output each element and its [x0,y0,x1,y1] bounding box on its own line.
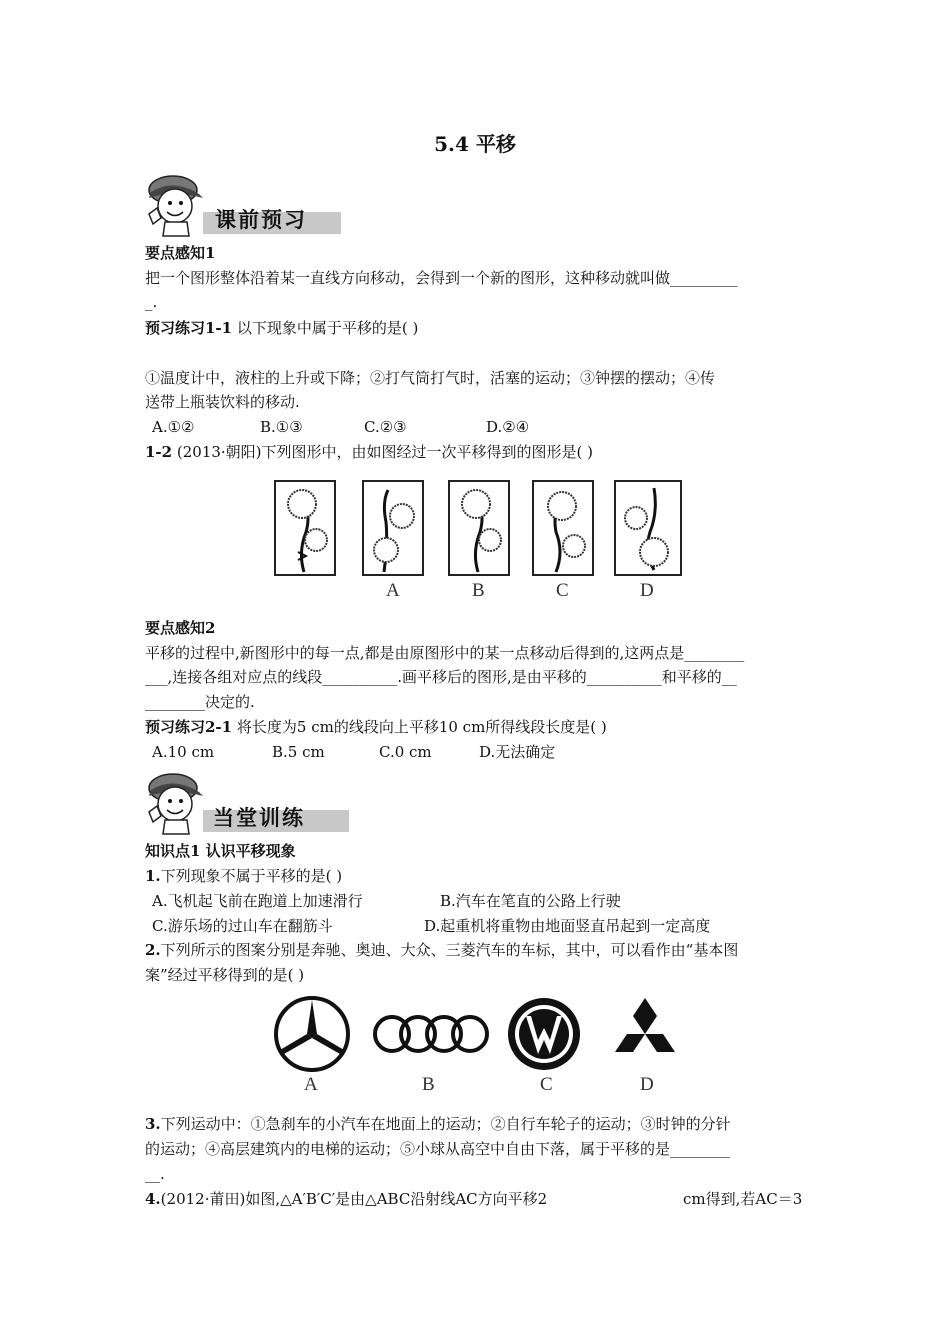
practice-2-1-option-d: D.无法确定 [479,743,556,761]
flower-icon [534,482,592,574]
question-3 [145,1114,731,1134]
practice-2-1-label: 预习练习2-1 [145,718,233,736]
practice-1-2-question [145,442,593,462]
question-1-option-c: C.游乐场的过山车在翻筋斗 [152,917,333,935]
key-point-1-text-cont: _. [145,293,158,311]
flower-figure [270,476,685,606]
volkswagen-logo-icon [508,998,580,1070]
practice-1-1-option-b: B.①③ [260,418,303,436]
practice-1-1-label: 预习练习1-1 [145,319,233,337]
flower-icon [364,482,422,574]
flower-icon [616,482,680,574]
figure-label-b: B [472,580,485,601]
question-1-option-b: B.汽车在笔直的公路上行驶 [440,892,621,910]
flower-original [274,480,336,576]
practice-2-1-option-b: B.5 cm [272,743,325,761]
knowledge-point-1-heading: 知识点1 认识平移现象 [145,842,296,860]
key-point-2-heading: 要点感知2 [145,619,216,637]
key-point-1-heading: 要点感知1 [145,244,216,262]
figure-label-d: D [640,1074,654,1095]
question-3-text-cont: 的运动；④高层建筑内的电梯的运动；⑤小球从高空中自由下落，属于平移的是________ [145,1140,731,1158]
figure-label-a: A [386,580,400,601]
question-2 [145,940,738,960]
practice-1-1-option-d: D.②④ [486,418,530,436]
question-4-number: 4. [145,1190,161,1208]
question-3-number: 3. [145,1115,161,1133]
mercedes-logo-icon [276,998,348,1070]
practice-1-1-option-a: A.①② [152,418,195,436]
figure-label-b: B [422,1074,435,1095]
audi-logo-icon [375,1017,487,1051]
practice-1-1-option-c: C.②③ [364,418,407,436]
question-1 [145,866,342,886]
figure-label-c: C [556,580,569,601]
question-3-text: 下列运动中：①急刹车的小汽车在地面上的运动；②自行车轮子的运动；③时钟的分针 [160,1115,731,1133]
practice-1-2-label: 1-2 [145,443,173,461]
figure-label-d: D [640,580,654,601]
key-point-2-text-end: ________决定的. [145,693,255,711]
practice-1-2-text: (2013·朝阳)下列图形中，由如图经过一次平移得到的图形是( ) [172,443,593,461]
car-logos [268,994,686,1076]
flower-option-b [448,480,510,576]
key-point-2-text-cont: ___,连接各组对应点的线段__________.画平移后的图形,是由平移的__________和平移的__ [145,668,737,686]
practice-1-1-text: 以下现象中属于平移的是( ) [232,319,419,337]
section-banner-classwork [143,766,353,836]
practice-1-1-statement: ①温度计中，液柱的上升或下降；②打气筒打气时，活塞的运动；③钟摆的摆动；④传 [145,369,716,387]
practice-2-1-text: 将长度为5 cm的线段向上平移10 cm所得线段长度是( ) [232,718,607,736]
practice-1-1-statement-cont: 送带上瓶装饮料的移动. [145,393,300,411]
figure-label-c: C [540,1074,553,1095]
question-2-text: 下列所示的图案分别是奔驰、奥迪、大众、三菱汽车的车标，其中，可以看作由“基本图 [160,941,739,959]
question-4-text-right: cm得到,若AC＝3 [683,1190,803,1208]
practice-1-1-question [145,318,418,338]
question-1-option-d: D.起重机将重物由地面竖直吊起到一定高度 [424,917,711,935]
banner-title: 课前预习 [215,208,307,232]
practice-2-1-option-c: C.0 cm [379,743,432,761]
question-1-text: 下列现象不属于平移的是( ) [160,867,343,885]
question-3-text-end: __. [145,1165,165,1183]
question-1-option-a: A.飞机起飞前在跑道上加速滑行 [152,892,363,910]
question-4 [145,1189,547,1209]
practice-2-1-question [145,717,607,737]
page-title: 5.4 平移 [434,132,516,156]
question-4-text: (2012·莆田)如图,△A′B′C′是由△ABC沿射线AC方向平移2 [160,1190,548,1208]
practice-2-1-option-a: A.10 cm [152,743,215,761]
flower-option-d [614,480,682,576]
figure-label-a: A [304,1074,318,1095]
question-1-number: 1. [145,867,161,885]
flower-icon [450,482,508,574]
key-point-2-text: 平移的过程中,新图形中的每一点,都是由原图形中的某一点移动后得到的,这两点是________ [145,644,745,662]
banner-title: 当堂训练 [213,806,305,830]
flower-option-c [532,480,594,576]
section-banner-preview [143,168,343,238]
car-logo-figure [268,994,686,1102]
question-2-text-cont: 案”经过平移得到的是( ) [145,966,305,984]
flower-option-a [362,480,424,576]
flower-icon [276,482,334,574]
question-2-number: 2. [145,941,161,959]
mitsubishi-logo-icon [615,998,675,1052]
key-point-1-text: 把一个图形整体沿着某一直线方向移动，会得到一个新的图形，这种移动就叫做_________ [145,269,738,287]
